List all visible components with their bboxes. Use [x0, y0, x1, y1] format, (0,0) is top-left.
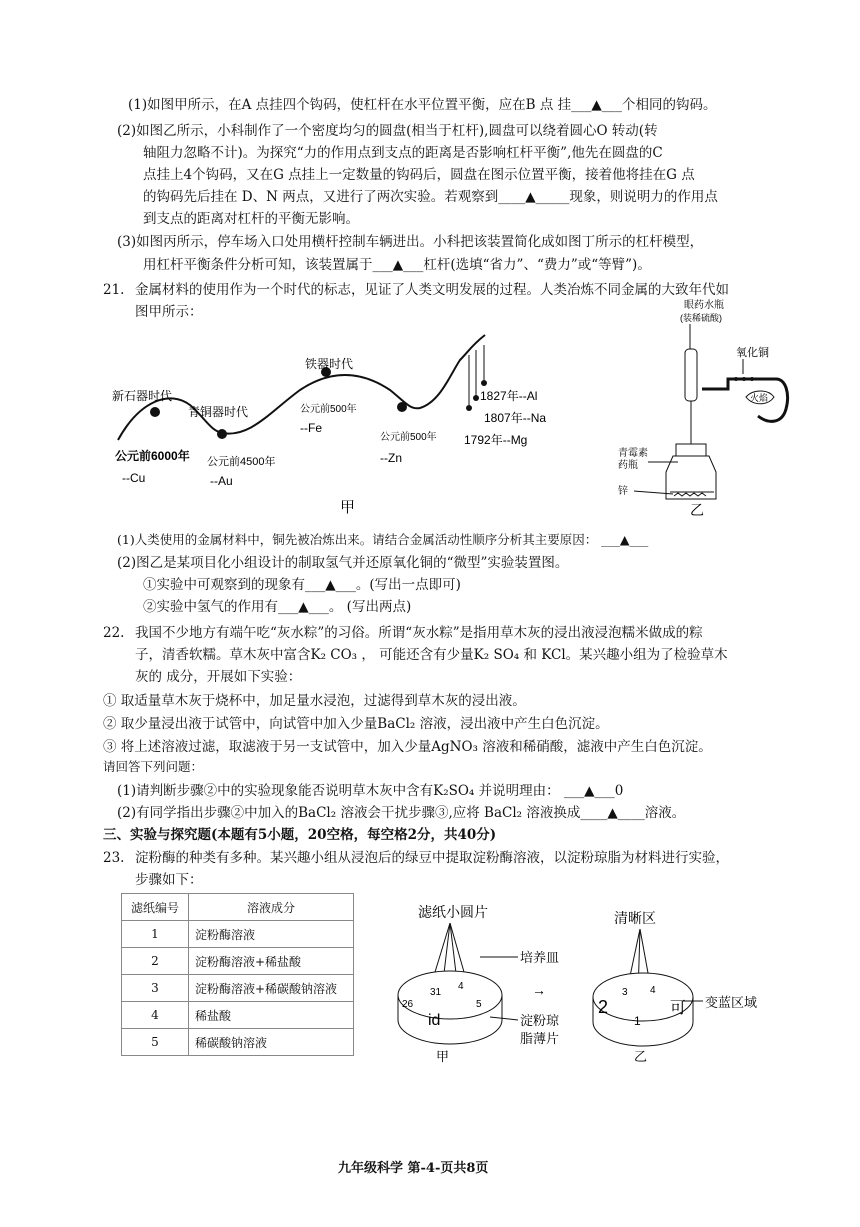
disc-label-5: 5: [476, 999, 482, 1010]
caption-jia: 甲: [340, 499, 356, 516]
q22-number: 22.: [103, 625, 125, 641]
q20-part2-line1: (2)如图乙所示，小科制作了一个密度均匀的圆盘(相当于杠杆),圆盘可以绕着圆心O 转动(转: [117, 123, 658, 139]
q20-part2-line3: 点挂上4个钩码，又在G 点挂上一定数量的钩码后，圆盘在图示位置平衡，接着他将挂在G 点: [143, 167, 695, 183]
label-dish: 培养皿: [520, 950, 560, 965]
q22-step1: ① 取适量草木灰于烧杯中，加足量水浸泡，过滤得到草木灰的浸出液。: [103, 693, 526, 709]
caption-yi-23: 乙: [634, 1049, 648, 1064]
label-cuo: 氧化铜: [736, 347, 769, 359]
disc-label-id: id: [428, 1012, 441, 1029]
q22-step3: ③ 将上述溶液过滤，取滤液于另一支试管中，加入少量AgNO₃ 溶液和稀硝酸，滤液中产生白色沉淀。: [103, 739, 712, 755]
table-row: [122, 975, 354, 1002]
table-row: [122, 1029, 354, 1056]
label-filter-disc: 滤纸小圆片: [418, 904, 488, 920]
q20-part2-line2: 轴阻力忽略不计)。为探究“力的作用点到支点的距离是否影响杠杆平衡”,他先在圆盘的C: [143, 145, 663, 161]
filter-paper-table: [121, 893, 354, 1056]
table-cell: 稀盐酸: [189, 1002, 354, 1029]
table-header-cell: 溶液成分: [189, 894, 354, 921]
q22-prompt: 请回答下列问题：: [103, 759, 204, 774]
table-cell: 5: [122, 1029, 189, 1056]
petri-dish-figure: [390, 895, 775, 1075]
arrow-icon: →: [532, 982, 546, 998]
page-footer: 九年级科学 第-4-页共8页: [338, 1161, 489, 1176]
q23-stem-line1: 淀粉酶的种类有多种。某兴趣小组从浸泡后的绿豆中提取淀粉酶溶液，以淀粉琼脂为材料进行实验，: [135, 850, 729, 866]
label-blue-zone: 变蓝区域: [705, 995, 758, 1010]
table-header-cell: 滤纸编号: [122, 894, 189, 921]
q22-sub2: (2)有同学指出步骤②中加入的BaCl₂ 溶液会干扰步骤③,应将 BaCl₂ 溶液换成____▲____溶液。: [117, 805, 686, 821]
label-au: --Au: [210, 474, 233, 488]
label-mg: 1792年--Mg: [464, 433, 528, 447]
disc-label-4: 4: [458, 981, 464, 992]
disc-label-26: 26: [402, 999, 414, 1010]
label-fe: --Fe: [300, 421, 322, 435]
label-al: 1827年--Al: [480, 389, 538, 403]
q21-stem-line1: 金属材料的使用作为一个时代的标志，见证了人类文明发展的过程。人类冶炼不同金属的大致年代如: [135, 282, 729, 298]
label-dropper: 眼药水瓶: [684, 300, 724, 311]
disc-label-b2: 2: [598, 997, 609, 1017]
label-bronze-age: 青铜器时代: [188, 405, 249, 419]
q20-part3-line2: 用杠杆平衡条件分析可知，该装置属于___▲___杠杆(选填“省力”、“费力”或“等臂”)。: [143, 257, 651, 273]
label-dropper-note: (装稀硫酸): [680, 313, 722, 323]
q22-stem-line2: 子，清香软糯。草木灰中富含K₂ CO₃ ， 可能还含有少量K₂ SO₄ 和 KCl。某兴趣小组为了检验草木: [135, 647, 728, 663]
table-row: [122, 921, 354, 948]
label-na: 1807年--Na: [484, 411, 547, 425]
table-header-row: [122, 894, 354, 921]
disc-label-b3: 3: [622, 987, 628, 998]
disc-label-b1: 1: [634, 1014, 641, 1028]
table-cell: 稀碳酸钠溶液: [189, 1029, 354, 1056]
table-cell: 2: [122, 948, 189, 975]
caption-jia-23: 甲: [436, 1049, 450, 1064]
q22-sub1: (1)请判断步骤②中的实验现象能否说明草木灰中含有K₂SO₄ 并说明理由： ___▲___0: [117, 783, 624, 799]
table-cell: 淀粉酶溶液+稀盐酸: [189, 948, 354, 975]
q21-stem-line2: 图甲所示：: [135, 304, 203, 320]
disc-label-b4: 4: [650, 985, 656, 996]
label-zinc: 锌: [618, 486, 628, 497]
table-row: [122, 948, 354, 975]
hydrogen-apparatus-figure: [618, 294, 798, 519]
q21-sub1: (1)人类使用的金属材料中，铜先被冶炼出来。请结合金属活动性顺序分析其主要原因： ___▲___: [117, 532, 649, 547]
q23-number: 23.: [103, 850, 125, 866]
label-iron-age: 铁器时代: [305, 357, 354, 371]
q21-sub2-b: ②实验中氢气的作用有___▲___。 (写出两点): [143, 599, 412, 615]
label-agar-2: 脂薄片: [520, 1031, 560, 1046]
q21-sub2: (2)图乙是某项目化小组设计的制取氢气并还原氧化铜的“微型”实验装置图。: [117, 555, 569, 571]
q20-part1: (1)如图甲所示，在A 点挂四个钩码，使杠杆在水平位置平衡，应在B 点 挂___▲___个相同的钩码。: [128, 97, 717, 113]
q21-sub2-a: ①实验中可观察到的现象有___▲___。(写出一点即可): [143, 577, 461, 593]
caption-yi: 乙: [690, 502, 704, 518]
table-cell: 3: [122, 975, 189, 1002]
metal-timeline-figure: [100, 330, 570, 520]
label-bottle-2: 药瓶: [618, 460, 638, 471]
label-bc500: 公元前500年: [380, 432, 437, 443]
disc-label-bk: 可: [670, 1000, 687, 1017]
label-bottle: 青霉素: [618, 448, 648, 459]
q22-stem-line3: 灰的 成分，开展如下实验：: [135, 669, 302, 685]
label-bc6000: 公元前6000年: [115, 449, 190, 463]
q20-part3-line1: (3)如图丙所示，停车场入口处用横杆控制车辆进出。小科把该装置简化成如图丁所示的杠杆模型，: [117, 234, 704, 250]
q21-number: 21.: [103, 282, 125, 298]
table-cell: 4: [122, 1002, 189, 1029]
label-cu: --Cu: [122, 471, 146, 485]
table-cell: 1: [122, 921, 189, 948]
label-clear-zone: 清晰区: [614, 910, 656, 926]
section-3-heading: 三、实验与探究题(本题有5小题，20空格，每空格2分，共40分): [103, 827, 497, 843]
label-ad500: 公元前500年: [300, 404, 357, 415]
table-cell: 淀粉酶溶液: [189, 921, 354, 948]
label-agar: 淀粉琼: [520, 1013, 560, 1028]
q22-stem-line1: 我国不少地方有端午吃“灰水粽”的习俗。所谓“灰水粽”是指用草木灰的浸出液浸泡糯米做成的粽: [135, 625, 703, 641]
table-cell: 淀粉酶溶液+稀碳酸钠溶液: [189, 975, 354, 1002]
label-flame: 火焰: [750, 393, 769, 403]
label-neolithic: 新石器时代: [112, 389, 173, 403]
q20-part2-line5: 到支点的距离对杠杆的平衡无影响。: [143, 211, 359, 227]
label-bc4500: 公元前4500年: [207, 456, 276, 468]
q22-step2: ② 取少量浸出液于试管中，向试管中加入少量BaCl₂ 溶液，浸出液中产生白色沉淀。: [103, 716, 609, 732]
label-zn: --Zn: [380, 451, 402, 465]
q23-stem-line2: 步骤如下：: [135, 872, 203, 888]
q20-part2-line4: 的钩码先后挂在 D、N 两点，又进行了两次实验。若观察到____▲_____现象，则说明力的作用点: [143, 189, 718, 205]
table-row: [122, 1002, 354, 1029]
disc-label-31: 31: [430, 987, 442, 998]
